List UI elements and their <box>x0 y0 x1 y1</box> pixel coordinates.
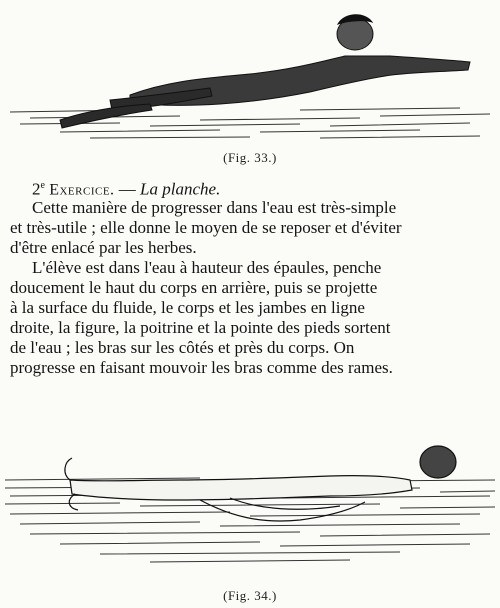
paragraph1-line: Cette manière de progresser dans l'eau est très-simple <box>32 198 397 217</box>
section-number: 2 <box>32 179 41 199</box>
paragraph2-line: doucement le haut du corps en arrière, puis se projette <box>10 278 378 297</box>
section-title: La planche. <box>140 179 221 199</box>
figure-caption-bottom: (Fig. 34.) <box>223 588 277 603</box>
swimmer-figure <box>60 15 470 128</box>
paragraph2-line: L'élève est dans l'eau à hauteur des épaules, penche <box>32 258 382 277</box>
text-block <box>10 176 498 378</box>
paragraph2-line: progresse en faisant mouvoir les bras comme des rames. <box>10 358 393 377</box>
section-number-suffix: e <box>40 180 45 191</box>
floating-swimmer-engraving <box>0 440 500 590</box>
floating-figure <box>65 446 456 521</box>
paragraph2-line: droite, la figure, la poitrine et la pointe des pieds sortent <box>10 318 391 337</box>
figure-caption-top: (Fig. 33.) <box>223 150 277 165</box>
section-heading <box>10 176 498 198</box>
paragraph1-line: d'être enlacé par les herbes. <box>10 238 197 257</box>
paragraph2-line: à la surface du fluide, le corps et les jambes en ligne <box>10 298 365 317</box>
swimmer-engraving <box>0 0 500 150</box>
paragraph2-line: de l'eau ; les bras sur les côtés et près du corps. On <box>10 338 355 357</box>
section-label: Exercice. <box>49 181 115 199</box>
section-dash: — <box>118 179 136 199</box>
paragraph1-line: et très-utile ; elle donne le moyen de se reposer et d'éviter <box>10 218 402 237</box>
